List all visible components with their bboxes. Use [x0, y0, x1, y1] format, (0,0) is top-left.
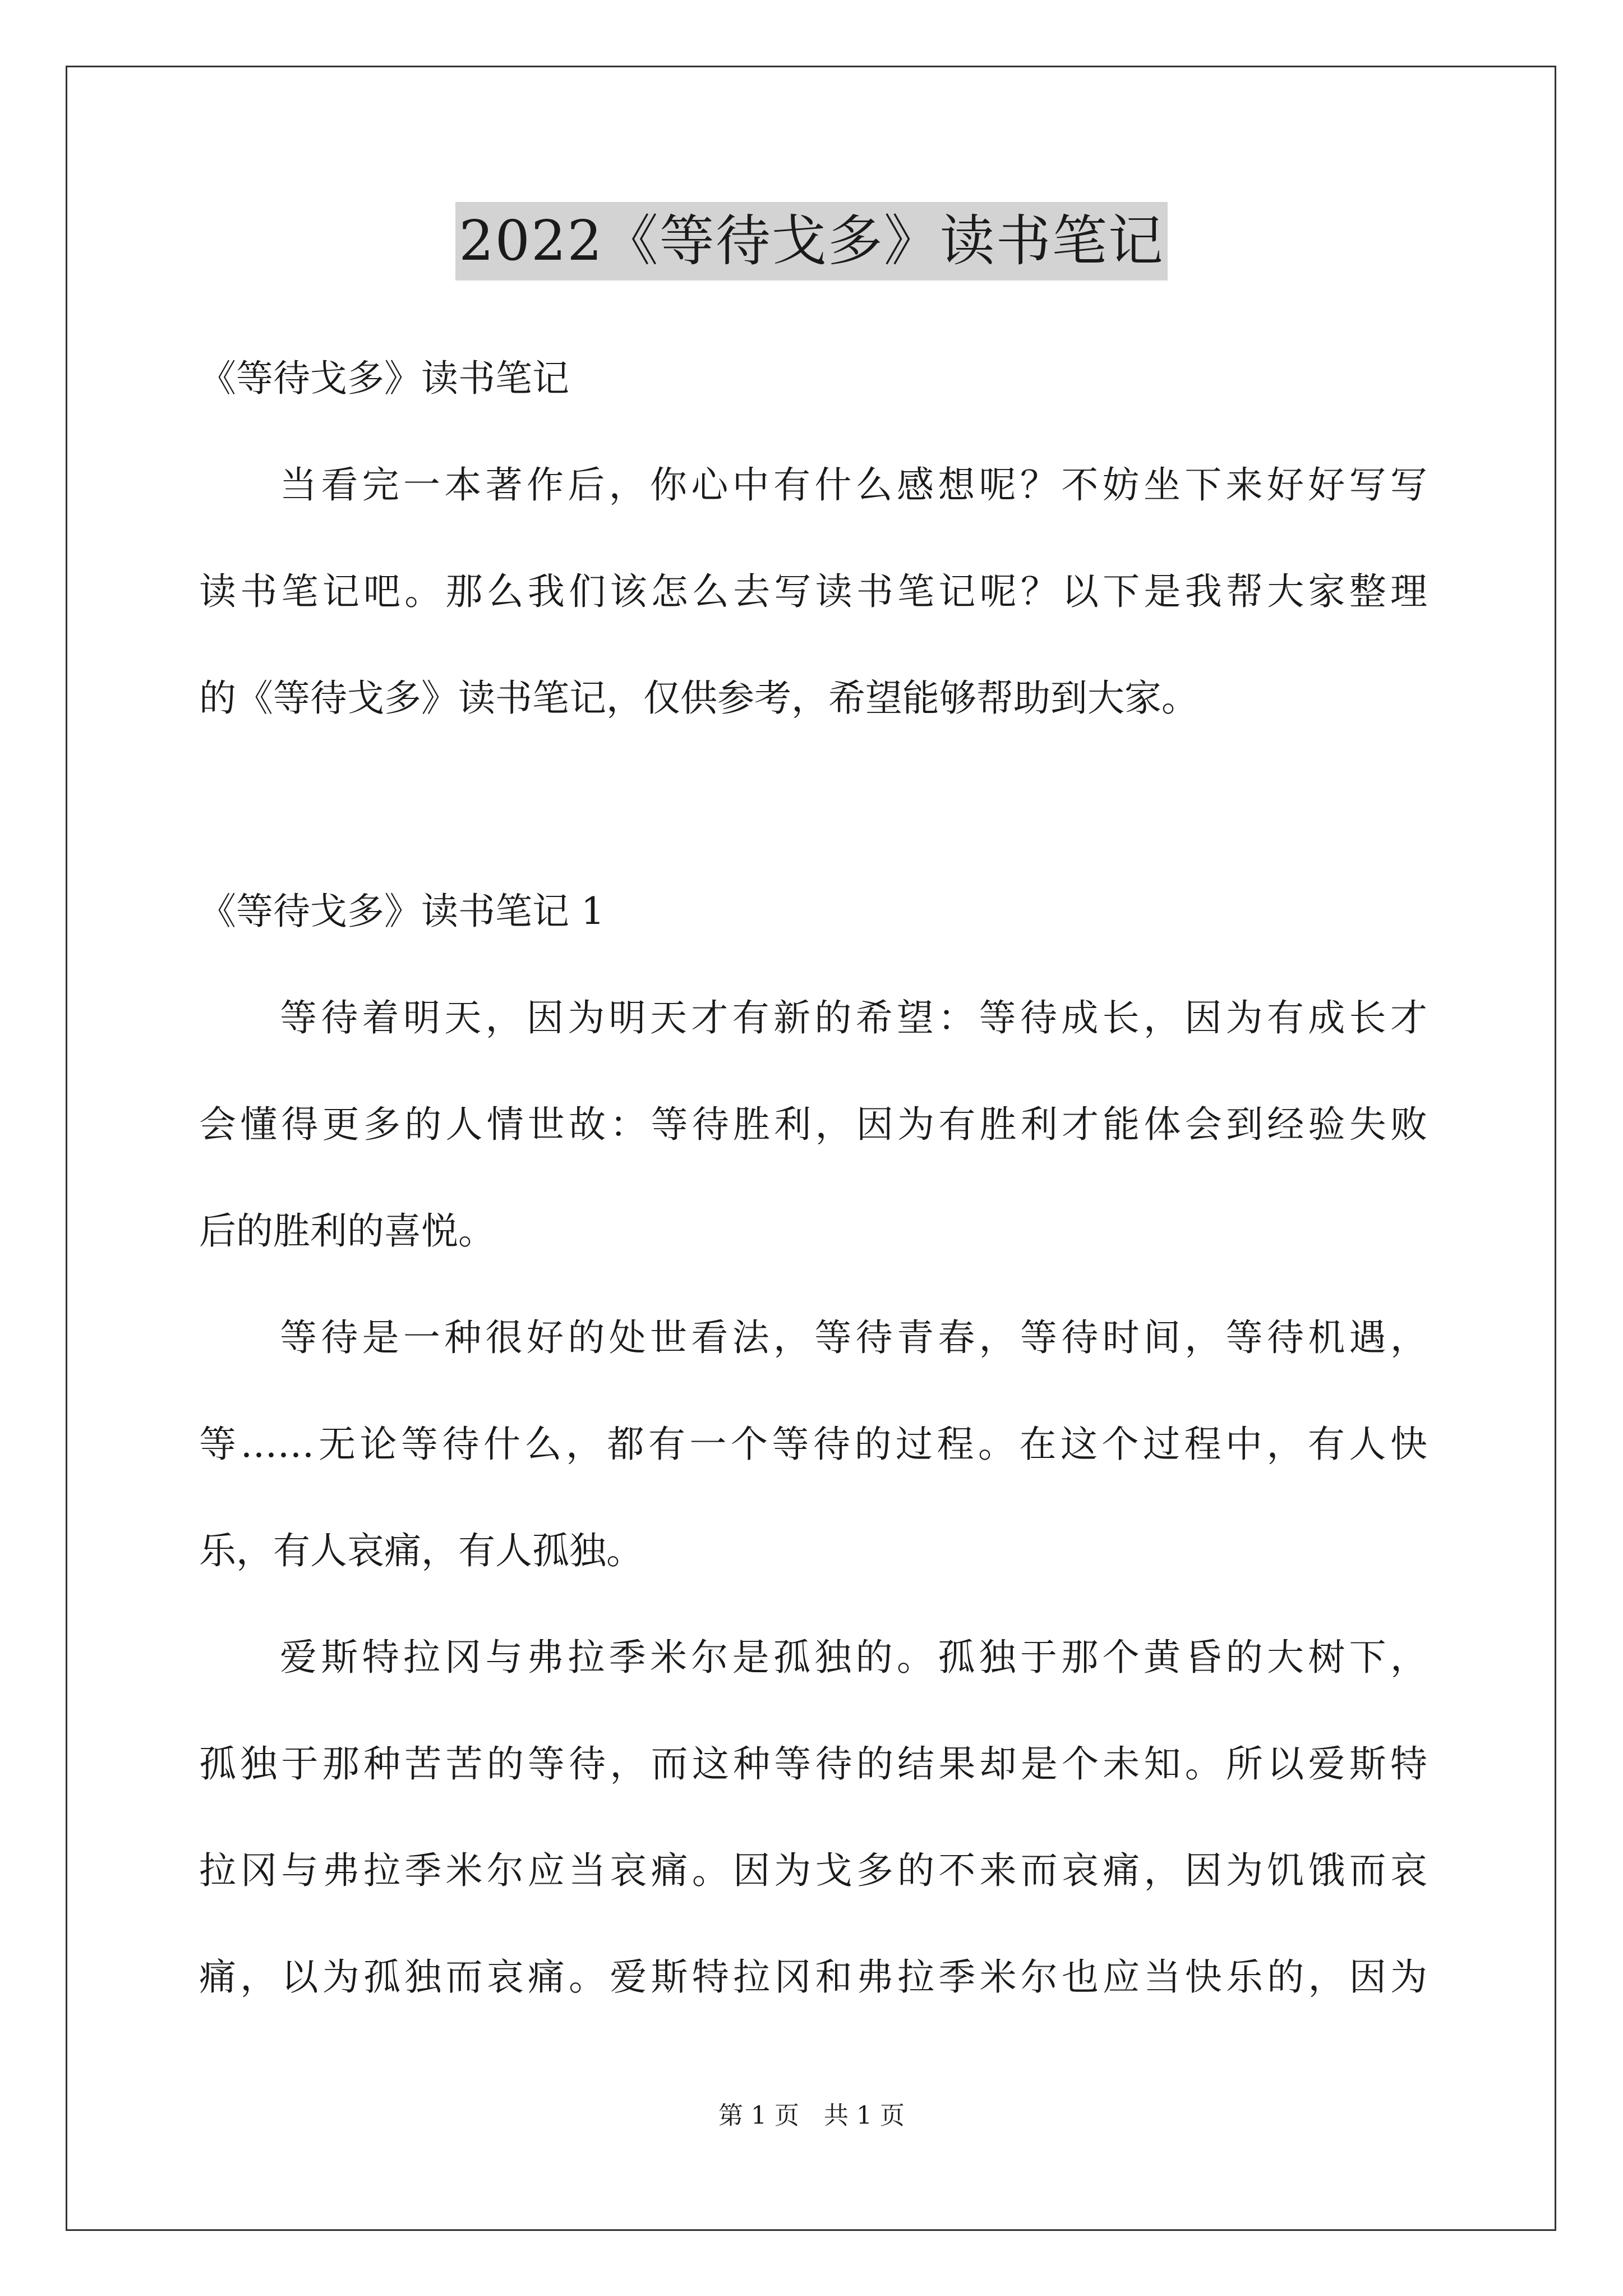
paragraph-line: 孤独于那种苦苦的等待，而这种等待的结果却是个未知。所以爱斯特 [199, 1742, 1427, 1786]
intro-heading: 《等待戈多》读书笔记 [199, 357, 569, 400]
section-heading: 《等待戈多》读书笔记 1 [199, 890, 605, 933]
paragraph-line: 拉冈与弗拉季米尔应当哀痛。因为戈多的不来而哀痛，因为饥饿而哀 [199, 1849, 1427, 1892]
paragraph-line: 痛，以为孤独而哀痛。爱斯特拉冈和弗拉季米尔也应当快乐的，因为 [199, 1955, 1427, 1999]
paragraph-line: 等待着明天，因为明天才有新的希望：等待成长，因为有成长才 [280, 996, 1427, 1039]
paragraph-line: 后的胜利的喜悦。 [199, 1209, 495, 1253]
paragraph-line: 等待是一种很好的处世看法，等待青春，等待时间，等待机遇， [280, 1316, 1427, 1359]
page-footer: 第 1 页 共 1 页 [718, 2101, 905, 2130]
intro-line: 当看完一本著作后，你心中有什么感想呢？不妨坐下来好好写写 [280, 463, 1427, 507]
paragraph-line: 等……无论等待什么，都有一个等待的过程。在这个过程中，有人快 [199, 1423, 1427, 1466]
document-title: 2022《等待戈多》读书笔记 [455, 202, 1167, 280]
intro-line: 读书笔记吧。那么我们该怎么去写读书笔记呢？以下是我帮大家整理 [199, 570, 1427, 613]
paragraph-line: 会懂得更多的人情世故：等待胜利，因为有胜利才能体会到经验失败 [199, 1103, 1427, 1146]
title-container [0, 202, 1623, 280]
intro-line: 的《等待戈多》读书笔记，仅供参考，希望能够帮助到大家。 [199, 677, 1198, 720]
paragraph-line: 爱斯特拉冈与弗拉季米尔是孤独的。孤独于那个黄昏的大树下， [280, 1636, 1427, 1679]
paragraph-line: 乐，有人哀痛，有人孤独。 [199, 1529, 643, 1572]
